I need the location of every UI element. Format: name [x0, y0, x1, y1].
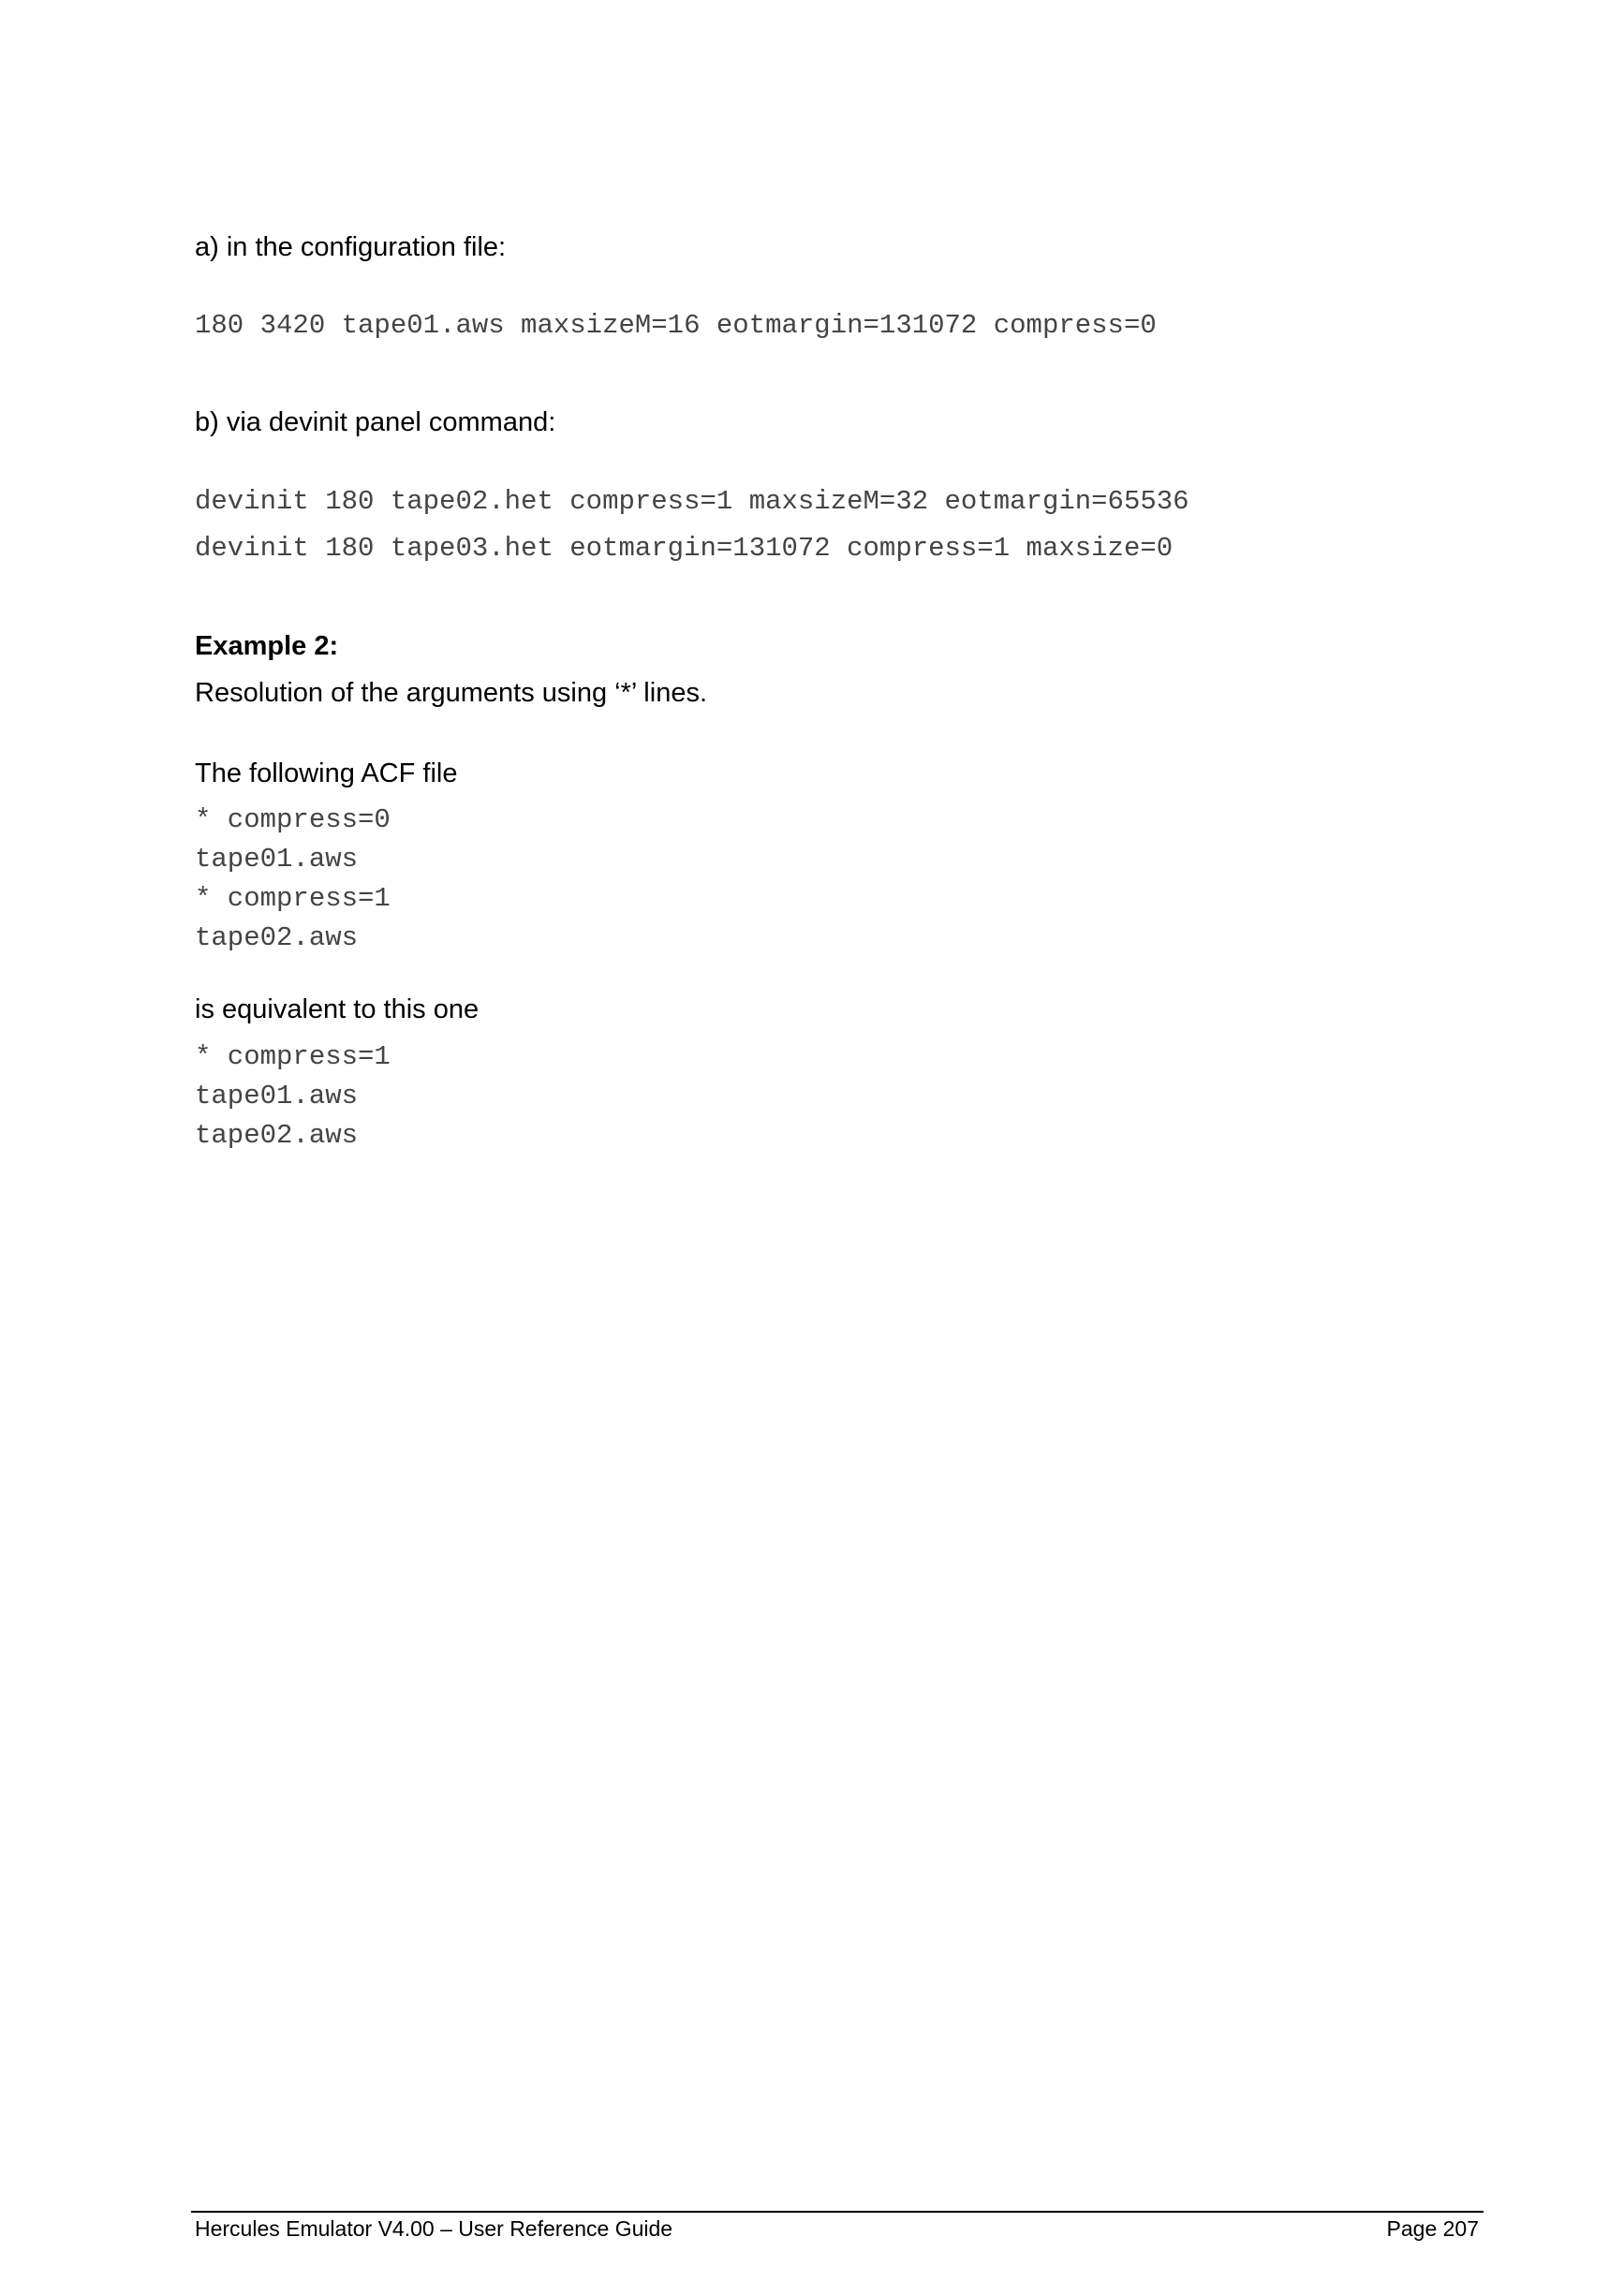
- acf-line-3: * compress=1: [195, 883, 391, 914]
- equivalent-line-1: * compress=1: [195, 1041, 391, 1072]
- acf-line-4: tape02.aws: [195, 922, 359, 953]
- config-file-code-line: 180 3420 tape01.aws maxsizeM=16 eotmargin=131072 compress=0: [195, 310, 1157, 341]
- acf-line-2: tape01.aws: [195, 844, 359, 875]
- equivalent-intro: is equivalent to this one: [195, 994, 480, 1024]
- example-description: Resolution of the arguments using ‘*’ lines.: [195, 678, 708, 708]
- config-file-intro: a) in the configuration file:: [195, 232, 507, 262]
- acf-line-1: * compress=0: [195, 804, 391, 835]
- footer-divider: [191, 2211, 1484, 2213]
- footer-page-number: Page 207: [1386, 2216, 1479, 2241]
- devinit-code-line-2: devinit 180 tape03.het eotmargin=131072 compress=1 maxsize=0: [195, 533, 1174, 564]
- acf-intro: The following ACF file: [195, 758, 458, 788]
- equivalent-line-2: tape01.aws: [195, 1081, 359, 1111]
- equivalent-line-3: tape02.aws: [195, 1120, 359, 1151]
- footer-title: Hercules Emulator V4.00 – User Reference Guide: [195, 2216, 673, 2241]
- devinit-code-line-1: devinit 180 tape02.het compress=1 maxsizeM=32 eotmargin=65536: [195, 486, 1189, 517]
- devinit-intro: b) via devinit panel command:: [195, 407, 556, 437]
- example-heading: Example 2:: [195, 631, 339, 661]
